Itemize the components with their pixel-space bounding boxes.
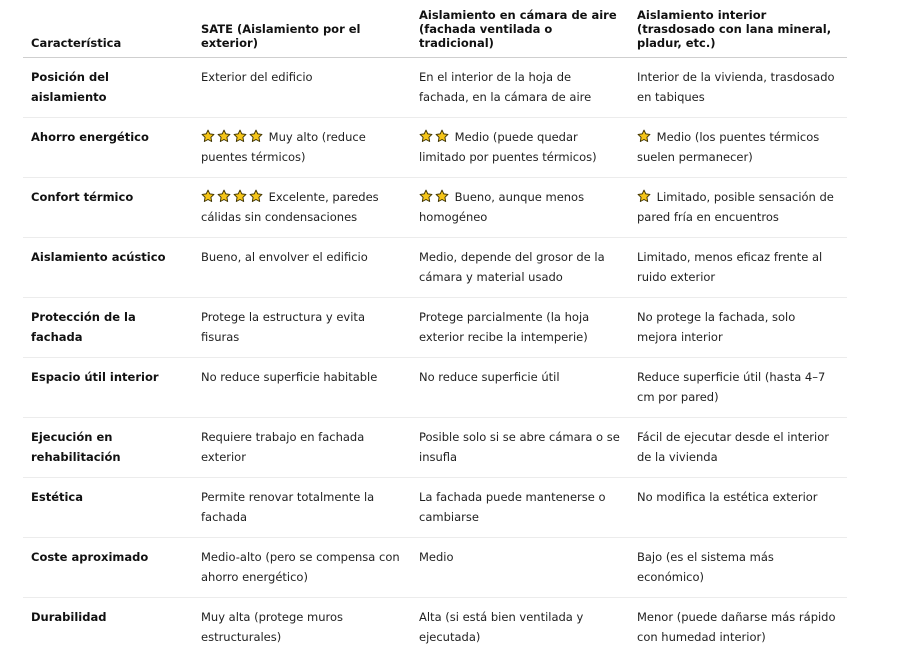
table-row — [23, 478, 847, 538]
table-cell — [629, 298, 847, 358]
cell-text: Interior de la vivienda, trasdosado en tabiques — [637, 70, 835, 104]
star-icon — [249, 129, 263, 143]
star-icon — [217, 189, 231, 203]
cell-text: Muy alto (reduce puentes térmicos) — [201, 130, 366, 164]
cell-text: Protege la estructura y evita fisuras — [201, 310, 365, 344]
star-icon — [201, 129, 215, 143]
row-feature-label: Ahorro energético — [23, 118, 193, 178]
cell-text: Menor (puede dañarse más rápido con humedad interior) — [637, 610, 836, 644]
cell-text: No reduce superficie útil — [419, 370, 560, 384]
header-caracteristica: Característica — [23, 8, 193, 58]
star-icon — [435, 189, 449, 203]
cell-text: Posible solo si se abre cámara o se insufla — [419, 430, 620, 464]
table-cell — [193, 358, 411, 418]
table-cell — [629, 238, 847, 298]
table-header — [23, 8, 847, 58]
cell-text: Exterior del edificio — [201, 70, 313, 84]
table-cell — [629, 478, 847, 538]
row-feature-label: Ejecución en rehabilitación — [23, 418, 193, 478]
cell-text: No reduce superficie habitable — [201, 370, 377, 384]
table-cell — [193, 538, 411, 598]
cell-text: No protege la fachada, solo mejora interior — [637, 310, 795, 344]
cell-text: Limitado, menos eficaz frente al ruido exterior — [637, 250, 822, 284]
row-feature-label: Estética — [23, 478, 193, 538]
table-cell — [411, 118, 629, 178]
table-row — [23, 418, 847, 478]
table-row — [23, 58, 847, 118]
table-body — [23, 58, 847, 657]
cell-text: No modifica la estética exterior — [637, 490, 818, 504]
table-cell — [411, 238, 629, 298]
table-cell — [193, 418, 411, 478]
header-sate: SATE (Aislamiento por el exterior) — [193, 8, 411, 58]
star-icon — [419, 189, 433, 203]
star-icon — [217, 129, 231, 143]
cell-text: Medio-alto (pero se compensa con ahorro energético) — [201, 550, 400, 584]
table-row — [23, 118, 847, 178]
row-feature-label: Protección de la fachada — [23, 298, 193, 358]
row-feature-label: Durabilidad — [23, 598, 193, 657]
star-icon — [637, 129, 651, 143]
table-cell — [411, 58, 629, 118]
table-row — [23, 178, 847, 238]
row-feature-label: Coste aproximado — [23, 538, 193, 598]
table-row — [23, 358, 847, 418]
table-cell — [411, 538, 629, 598]
star-icon — [249, 189, 263, 203]
table-cell — [629, 178, 847, 238]
row-feature-label: Confort térmico — [23, 178, 193, 238]
star-icon — [419, 129, 433, 143]
cell-text: Bueno, aunque menos homogéneo — [419, 190, 584, 224]
header-row — [23, 8, 847, 58]
comparison-table — [23, 8, 847, 657]
table-cell — [193, 178, 411, 238]
table-cell — [629, 418, 847, 478]
table-cell — [629, 358, 847, 418]
table-cell — [411, 418, 629, 478]
table-cell — [411, 598, 629, 657]
star-icon — [233, 189, 247, 203]
cell-text: Excelente, paredes cálidas sin condensaciones — [201, 190, 379, 224]
cell-text: Bueno, al envolver el edificio — [201, 250, 368, 264]
star-icon — [435, 129, 449, 143]
cell-text: Medio, depende del grosor de la cámara y material usado — [419, 250, 605, 284]
cell-text: Medio (puede quedar limitado por puentes térmicos) — [419, 130, 597, 164]
cell-text: Alta (si está bien ventilada y ejecutada) — [419, 610, 583, 644]
table-cell — [629, 58, 847, 118]
star-icon — [233, 129, 247, 143]
cell-text: Permite renovar totalmente la fachada — [201, 490, 374, 524]
table-cell — [411, 298, 629, 358]
row-feature-label: Espacio útil interior — [23, 358, 193, 418]
cell-text: Limitado, posible sensación de pared fría en encuentros — [637, 190, 834, 224]
star-icon — [201, 189, 215, 203]
table-row — [23, 538, 847, 598]
cell-text: Protege parcialmente (la hoja exterior recibe la intemperie) — [419, 310, 589, 344]
table-cell — [629, 598, 847, 657]
table-cell — [193, 58, 411, 118]
table-cell — [411, 178, 629, 238]
cell-text: Medio — [419, 550, 454, 564]
table-cell — [411, 478, 629, 538]
table-cell — [193, 238, 411, 298]
cell-text: Medio (los puentes térmicos suelen permanecer) — [637, 130, 819, 164]
comparison-table-container — [23, 8, 847, 657]
header-camara-aire: Aislamiento en cámara de aire (fachada ventilada o tradicional) — [411, 8, 629, 58]
table-cell — [411, 358, 629, 418]
table-row — [23, 298, 847, 358]
table-cell — [629, 538, 847, 598]
table-row — [23, 238, 847, 298]
row-feature-label: Posición del aislamiento — [23, 58, 193, 118]
table-cell — [193, 298, 411, 358]
table-row — [23, 598, 847, 657]
table-cell — [193, 118, 411, 178]
header-interior: Aislamiento interior (trasdosado con lana mineral, pladur, etc.) — [629, 8, 847, 58]
cell-text: La fachada puede mantenerse o cambiarse — [419, 490, 606, 524]
cell-text: Requiere trabajo en fachada exterior — [201, 430, 364, 464]
table-cell — [629, 118, 847, 178]
cell-text: En el interior de la hoja de fachada, en la cámara de aire — [419, 70, 591, 104]
table-cell — [193, 478, 411, 538]
cell-text: Bajo (es el sistema más económico) — [637, 550, 774, 584]
cell-text: Reduce superficie útil (hasta 4–7 cm por pared) — [637, 370, 825, 404]
row-feature-label: Aislamiento acústico — [23, 238, 193, 298]
star-icon — [637, 189, 651, 203]
cell-text: Fácil de ejecutar desde el interior de la vivienda — [637, 430, 829, 464]
cell-text: Muy alta (protege muros estructurales) — [201, 610, 343, 644]
table-cell — [193, 598, 411, 657]
